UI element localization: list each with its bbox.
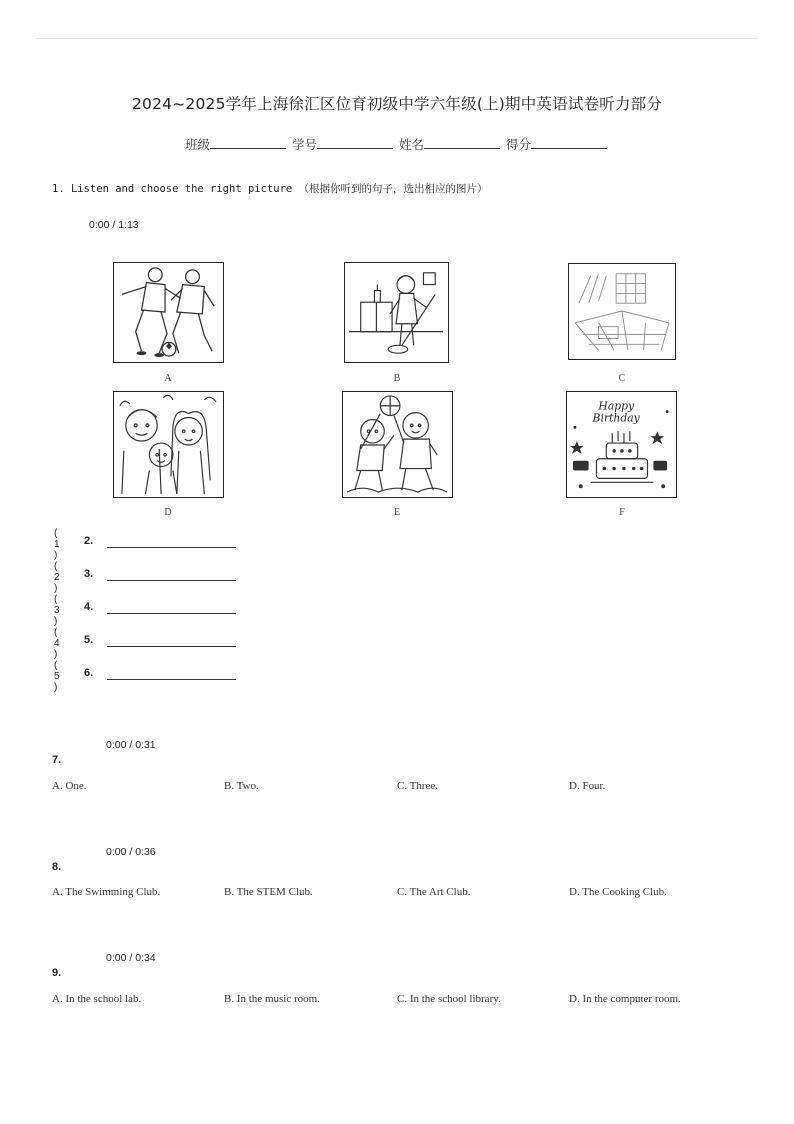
answer-index: ( 4 ): [54, 627, 62, 660]
q7-option-a[interactable]: A. One.: [52, 780, 87, 792]
picture-a: [113, 262, 224, 363]
picture-b: [344, 262, 449, 363]
answer-blank[interactable]: [107, 613, 236, 614]
q9-option-b[interactable]: B. In the music room.: [224, 993, 320, 1005]
class-label: 班级: [184, 137, 210, 152]
football-players-icon: [114, 263, 223, 362]
answer-index: ( 5 ): [54, 660, 62, 693]
score-label: 得分: [505, 137, 531, 152]
picture-e-label: E: [393, 507, 401, 518]
question-1-title: 1. Listen and choose the right picture （根据你听到的句子，选出相应的图片）: [52, 183, 488, 195]
birthday-cake-icon: [567, 392, 676, 497]
q8-option-b[interactable]: B. The STEM Club.: [224, 886, 313, 898]
audio-player-q9[interactable]: 0:00 / 0:34: [106, 952, 156, 964]
picture-f: [566, 391, 677, 498]
answer-index: ( 2 ): [54, 561, 62, 594]
score-blank[interactable]: [531, 136, 607, 149]
audio-player-q1[interactable]: 0:00 / 1:13: [89, 219, 139, 231]
q8-option-d[interactable]: D. The Cooking Club.: [569, 886, 667, 898]
question-9-number: 9.: [52, 967, 62, 979]
picture-d-label: D: [164, 507, 172, 518]
question-8-number: 8.: [52, 861, 62, 873]
answer-number: 3.: [84, 568, 94, 580]
picture-d: [113, 391, 224, 498]
q7-option-d[interactable]: D. Four.: [569, 780, 606, 792]
picture-c-label: C: [618, 373, 626, 384]
q9-option-c[interactable]: C. In the school library.: [397, 993, 501, 1005]
boys-basketball-icon: [343, 392, 452, 497]
answer-blank[interactable]: [107, 580, 236, 581]
birthday-text: Birthday: [592, 411, 640, 425]
student-id-label: 学号: [291, 137, 317, 152]
audio-player-q7[interactable]: 0:00 / 0:31: [106, 739, 156, 751]
student-id-blank[interactable]: [317, 136, 393, 149]
student-info-line: [0, 135, 794, 153]
happy-text: Happy: [598, 399, 635, 413]
audio-player-q8[interactable]: 0:00 / 0:36: [106, 846, 156, 858]
question-7-number: 7.: [52, 754, 62, 766]
answer-number: 4.: [84, 601, 94, 613]
top-divider: [36, 38, 758, 39]
family-portrait-icon: [114, 392, 223, 497]
answer-index: ( 1 ): [54, 528, 62, 561]
girl-mopping-icon: [345, 263, 448, 362]
q8-option-a[interactable]: A. The Swimming Club.: [52, 886, 161, 898]
answer-blank[interactable]: [107, 679, 236, 680]
picture-c: [568, 263, 676, 360]
q9-option-d[interactable]: D. In the computer room.: [569, 993, 681, 1005]
page-title: 2024~2025学年上海徐汇区位育初级中学六年级(上)期中英语试卷听力部分: [131, 95, 663, 113]
class-blank[interactable]: [210, 136, 286, 149]
name-blank[interactable]: [424, 136, 500, 149]
answer-number: 2.: [84, 535, 94, 547]
picture-b-label: B: [393, 373, 401, 384]
picture-f-label: F: [619, 507, 625, 518]
q7-option-b[interactable]: B. Two.: [224, 780, 259, 792]
building-sketch-icon: [569, 264, 675, 359]
name-label: 姓名: [398, 137, 424, 152]
q8-option-c[interactable]: C. The Art Club.: [397, 886, 471, 898]
q9-option-a[interactable]: A. In the school lab.: [52, 993, 142, 1005]
answer-number: 6.: [84, 667, 94, 679]
picture-a-label: A: [164, 373, 172, 384]
answer-index: ( 3 ): [54, 594, 62, 627]
picture-e: [342, 391, 453, 498]
q7-option-c[interactable]: C. Three.: [397, 780, 439, 792]
answer-number: 5.: [84, 634, 94, 646]
answer-blank[interactable]: [107, 547, 236, 548]
answer-blank[interactable]: [107, 646, 236, 647]
